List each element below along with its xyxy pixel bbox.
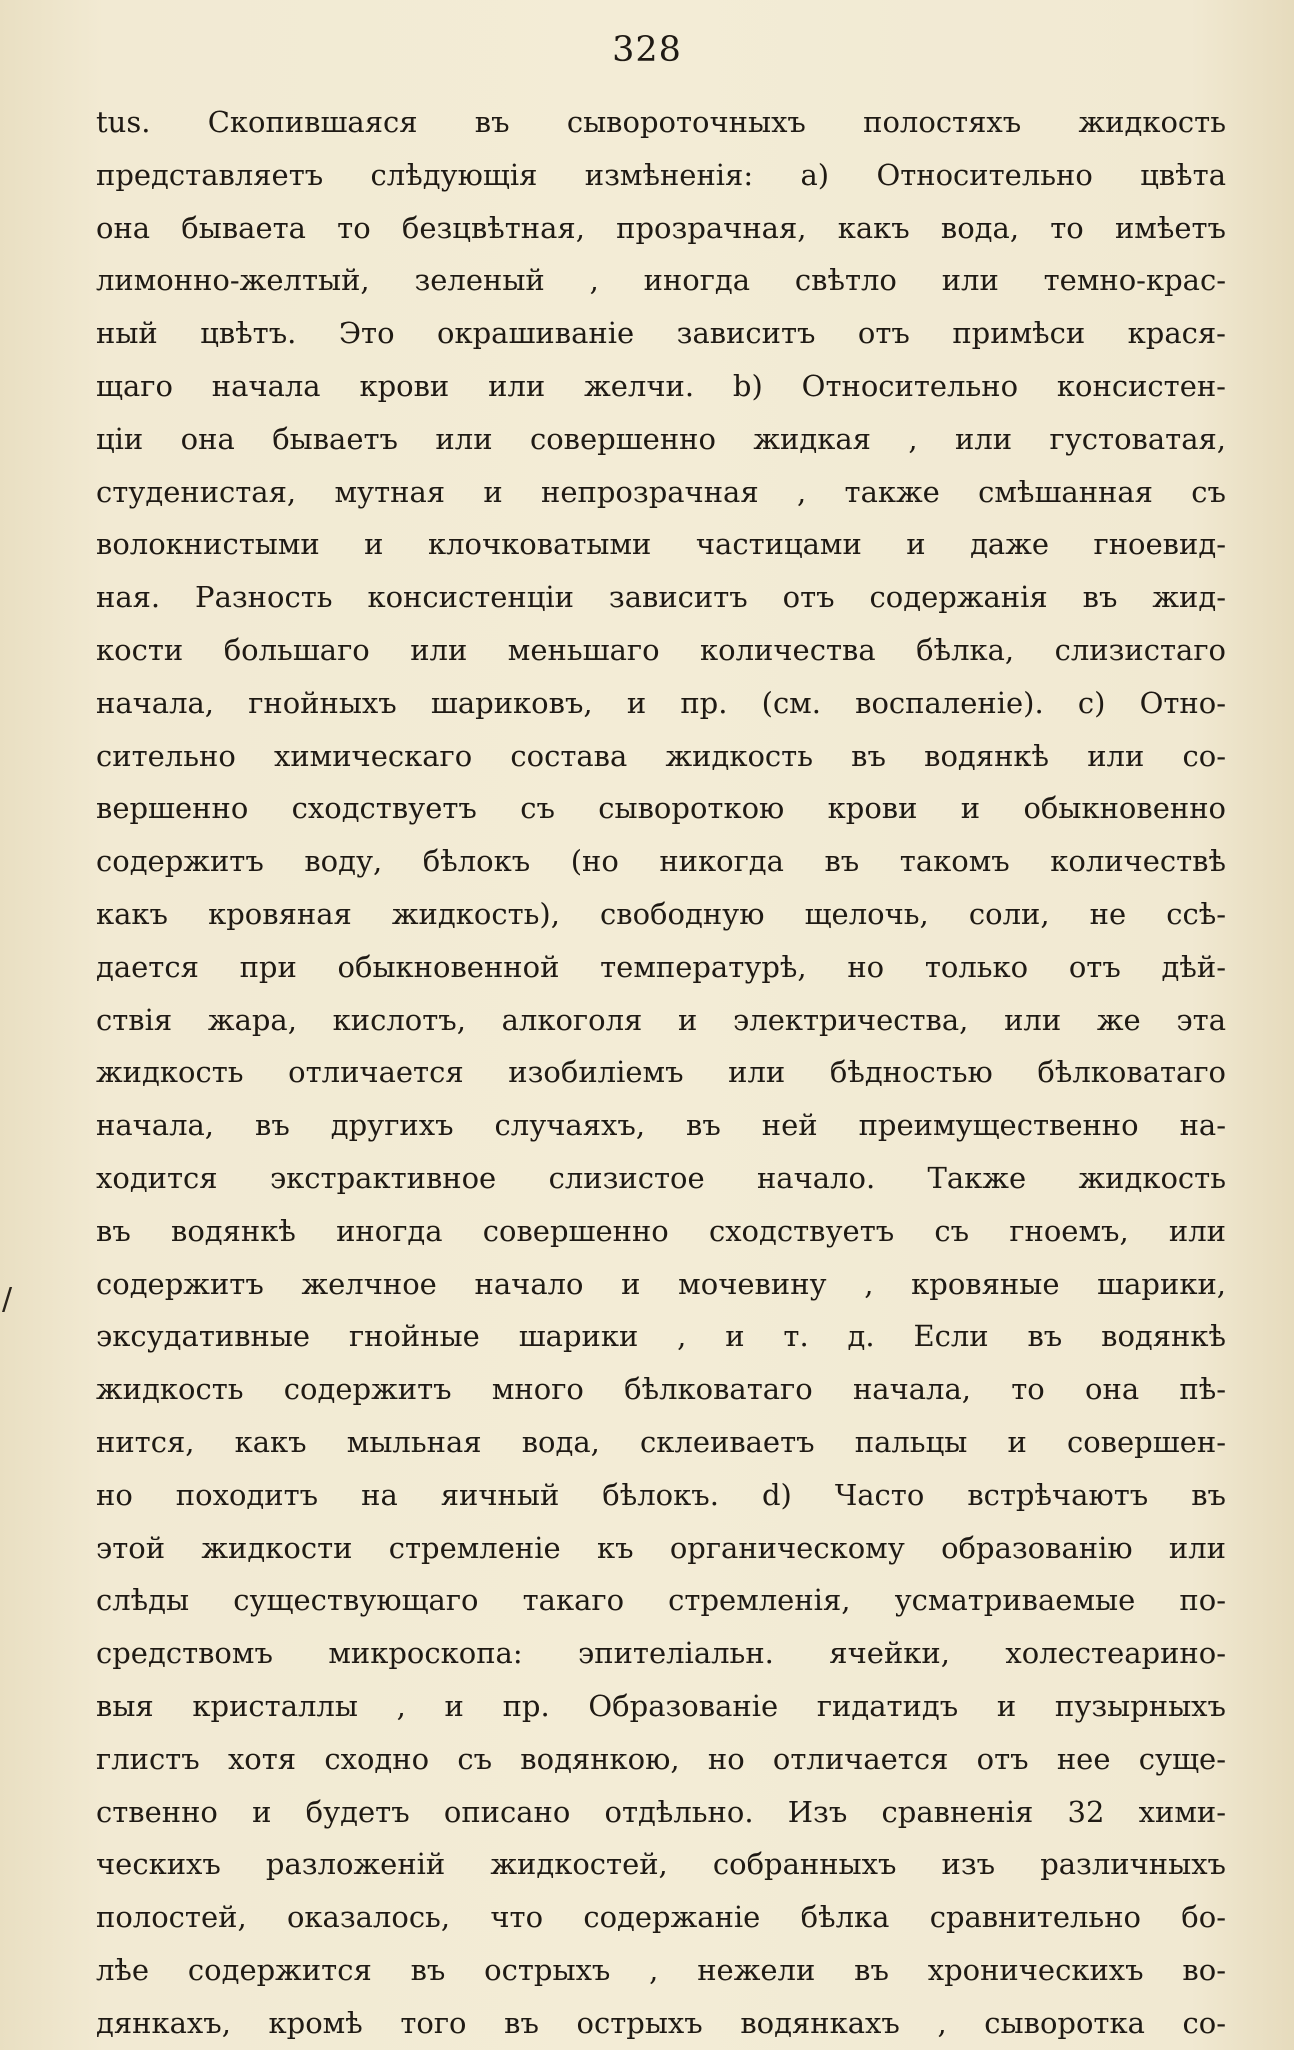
text-line: жидкость содержитъ много бѣлковатаго начала, то она пѣ-	[96, 1372, 1226, 1407]
text-line: дается при обыкновенной температурѣ, но только отъ дѣй-	[96, 949, 1226, 984]
text-line: лимонно-желтый, зеленый , иногда свѣтло или темно-крас-	[96, 263, 1226, 298]
body-text	[96, 96, 1226, 2049]
text-line: представляетъ слѣдующія измѣненія: а) Относительно цвѣта	[96, 157, 1226, 192]
text-line: ходится экстрактивное слизистое начало. Также жидкость	[96, 1160, 1226, 1195]
text-line: щаго начала крови или желчи. b) Относительно консистен-	[96, 368, 1226, 403]
text-line: какъ кровяная жидкость), свободную щелочь, соли, не ссѣ-	[96, 896, 1226, 931]
text-line: въ водянкѣ иногда совершенно сходствуетъ съ гноемъ, или	[96, 1213, 1226, 1248]
text-line: кости большаго или меньшаго количества бѣлка, слизистаго	[96, 632, 1226, 667]
text-line: ціи она бываетъ или совершенно жидкая , или густоватая,	[96, 421, 1226, 456]
text-line: полостей, оказалось, что содержаніе бѣлка сравнительно бо-	[96, 1900, 1226, 1935]
text-line: выя кристаллы , и пр. Образованіе гидатидъ и пузырныхъ	[96, 1688, 1226, 1723]
text-line: содержитъ желчное начало и мочевину , кровяные шарики,	[96, 1266, 1226, 1301]
text-line: вершенно сходствуетъ съ сывороткою крови и обыкновенно	[96, 791, 1226, 826]
text-line: ческихъ разложеній жидкостей, собранныхъ изъ различныхъ	[96, 1847, 1226, 1882]
text-line: ствія жара, кислотъ, алкоголя и электричества, или же эта	[96, 1002, 1226, 1037]
text-line: студенистая, мутная и непрозрачная , также смѣшанная съ	[96, 474, 1226, 509]
margin-mark: /	[2, 1282, 13, 1317]
text-line: ный цвѣтъ. Это окрашиваніе зависитъ отъ примѣси крася-	[96, 316, 1226, 351]
text-line: ная. Разность консистенціи зависитъ отъ содержанія въ жид-	[96, 580, 1226, 615]
text-line: лѣе содержится въ острыхъ , нежели въ хроническихъ во-	[96, 1952, 1226, 1987]
page-number: 328	[612, 30, 682, 70]
text-line: эксудативные гнойные шарики , и т. д. Если въ водянкѣ	[96, 1319, 1226, 1354]
text-line: начала, гнойныхъ шариковъ, и пр. (см. воспаленіе). с) Отно-	[96, 685, 1226, 720]
text-line: волокнистыми и клочковатыми частицами и даже гноевид-	[96, 527, 1226, 562]
text-line: глистъ хотя сходно съ водянкою, но отличается отъ нее суще-	[96, 1741, 1226, 1776]
text-line: tus. Скопившаяся въ сывороточныхъ полостяхъ жидкость	[96, 105, 1226, 139]
text-line: дянкахъ, кромѣ того въ острыхъ водянкахъ , сыворотка со-	[96, 2005, 1226, 2040]
text-line: но походитъ на яичный бѣлокъ. d) Часто встрѣчаютъ въ	[96, 1477, 1226, 1512]
text-line: ственно и будетъ описано отдѣльно. Изъ сравненія 32 хими-	[96, 1794, 1226, 1829]
text-line: начала, въ другихъ случаяхъ, въ ней преимущественно на-	[96, 1108, 1226, 1143]
text-line: средствомъ микроскопа: эпителіальн. ячейки, холестеарино-	[96, 1636, 1226, 1671]
text-line: слѣды существующаго такаго стремленія, усматриваемые по-	[96, 1583, 1226, 1618]
text-line: этой жидкости стремленіе къ органическому образованію или	[96, 1530, 1226, 1565]
text-line: нится, какъ мыльная вода, склеиваетъ пальцы и совершен-	[96, 1424, 1226, 1459]
text-line: сительно химическаго состава жидкость въ водянкѣ или со-	[96, 738, 1226, 773]
text-line: она бываета то безцвѣтная, прозрачная, какъ вода, то имѣетъ	[96, 210, 1226, 245]
text-line: жидкость отличается изобиліемъ или бѣдностью бѣлковатаго	[96, 1055, 1226, 1090]
text-line: содержитъ воду, бѣлокъ (но никогда въ такомъ количествѣ	[96, 844, 1226, 879]
